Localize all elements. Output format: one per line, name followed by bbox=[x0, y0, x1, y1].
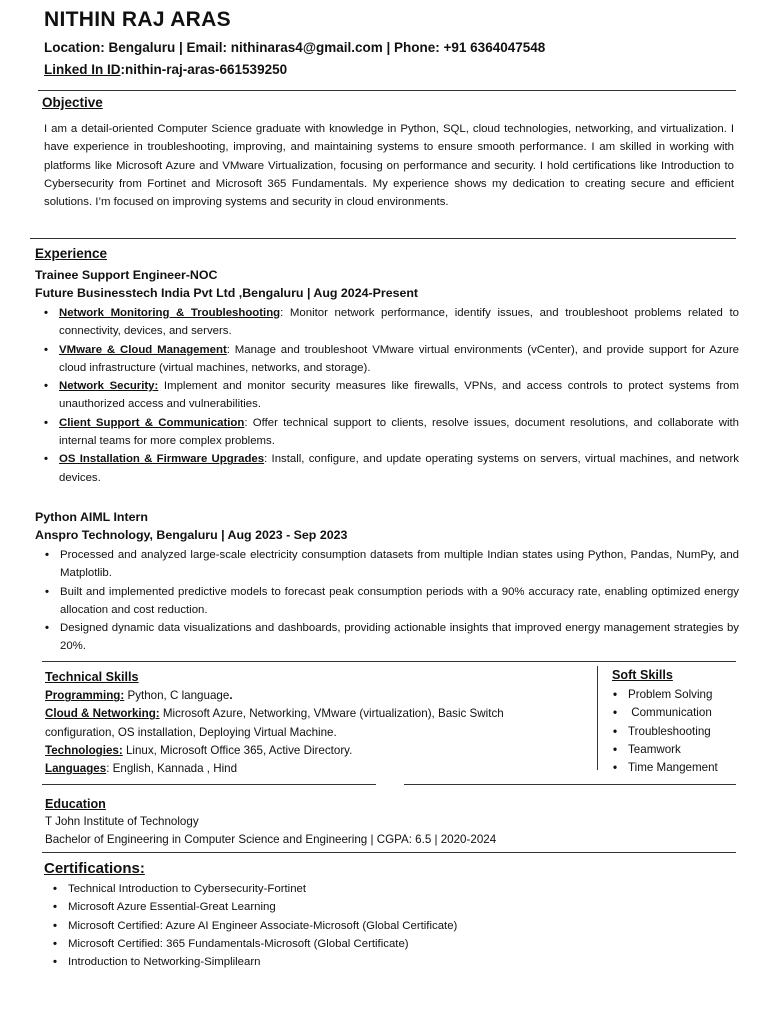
list-item bbox=[59, 377, 739, 414]
contact-line: Location: Bengaluru | Email: nithinaras4@gmail.com | Phone: +91 6364047548 bbox=[44, 40, 546, 55]
divider bbox=[42, 852, 736, 853]
list-item: • Teamwork bbox=[612, 741, 752, 759]
job-1-bullets bbox=[59, 304, 739, 487]
list-item: • Introduction to Networking-Simplilearn bbox=[68, 953, 728, 971]
skill-label: Languages bbox=[45, 762, 107, 776]
skill-end: . bbox=[229, 689, 233, 703]
technical-skills-heading: Technical Skills bbox=[45, 670, 139, 684]
list-item: • Processed and analyzed large-scale electricity consumption datasets from multiple Indian states using Python, Pandas, NumPy, and Matplotlib. bbox=[60, 546, 739, 583]
divider bbox=[42, 784, 376, 785]
bullet-sep: : bbox=[280, 307, 284, 319]
skill-label: Technologies: bbox=[45, 743, 123, 757]
job-company: Future Businesstech India Pvt Ltd ,Bengaluru | Aug 2024-Present bbox=[35, 286, 419, 300]
bullet-text: Install, configure, and update operating systems on servers, virtual machines, and network devices. bbox=[59, 453, 739, 484]
job-2-bullets bbox=[60, 546, 739, 656]
certifications-heading: Certifications: bbox=[44, 860, 145, 877]
skill-value: : English, Kannada , Hind bbox=[106, 762, 238, 776]
bullet-text: Offer technical support to clients, resolve issues, document resolutions, and collaborate with internal teams for more complex problems. bbox=[59, 416, 739, 448]
bullet-sep: : bbox=[244, 416, 248, 429]
job-role: Python AIML Intern bbox=[35, 510, 148, 524]
list-item bbox=[59, 304, 739, 341]
job-company: Anspro Technology, Bengaluru | Aug 2023 - Sep 2023 bbox=[35, 528, 348, 542]
list-item: • Troubleshooting bbox=[612, 723, 752, 741]
skill-value: Linux, Microsoft Office 365, Active Directory. bbox=[122, 743, 353, 757]
divider bbox=[404, 784, 736, 785]
skill-cloud bbox=[45, 705, 575, 741]
soft-skills-heading: Soft Skills bbox=[612, 668, 673, 682]
list-item: • Problem Solving bbox=[612, 686, 752, 704]
skill-label: Cloud & Networking: bbox=[45, 707, 160, 721]
school-name: T John Institute of Technology bbox=[45, 815, 199, 829]
degree-line: Bachelor of Engineering in Computer Science and Engineering | CGPA: 6.5 | 2020-2024 bbox=[45, 833, 497, 847]
list-item: • Microsoft Azure Essential-Great Learning bbox=[68, 898, 728, 916]
list-item bbox=[59, 341, 739, 378]
list-item bbox=[59, 414, 739, 451]
experience-heading: Experience bbox=[35, 246, 108, 261]
linkedin-id: :nithin-raj-aras-661539250 bbox=[120, 62, 288, 77]
job-1 bbox=[35, 268, 418, 300]
skill-technologies bbox=[45, 742, 575, 760]
bullet-label: OS Installation & Firmware Upgrades bbox=[59, 453, 265, 466]
bullet-text: Manage and troubleshoot VMware virtual environments (vCenter), and provide support for Azure cloud infrastructure (virtual machines, networks, and storage). bbox=[59, 343, 739, 374]
education bbox=[45, 795, 496, 850]
bullet-text: Implement and monitor security measures like firewalls, VPNs, and access controls to protect systems from unauthorized access and vulnerabilities. bbox=[59, 380, 739, 411]
candidate-name: NITHIN RAJ ARAS bbox=[44, 8, 231, 31]
technical-skills bbox=[45, 668, 575, 778]
list-item: • Microsoft Certified: Azure AI Engineer Associate-Microsoft (Global Certificate) bbox=[68, 917, 728, 935]
list-item bbox=[59, 450, 739, 487]
bullet-text: Monitor network performance, identify issues, and troubleshoot problems related to connectivity, devices, and servers. bbox=[59, 307, 739, 338]
divider bbox=[38, 90, 736, 91]
job-role: Trainee Support Engineer-NOC bbox=[35, 268, 218, 282]
list-item: • Designed dynamic data visualizations and dashboards, providing actionable insights that improved energy management strategies by 20%. bbox=[60, 619, 739, 656]
list-item: • Technical Introduction to Cybersecurity-Fortinet bbox=[68, 880, 728, 898]
bullet-sep: : bbox=[226, 343, 230, 356]
skill-programming bbox=[45, 687, 575, 705]
skill-languages bbox=[45, 760, 575, 778]
soft-skills bbox=[612, 668, 752, 777]
bullet-label: Network Security: bbox=[59, 380, 159, 393]
column-divider bbox=[597, 666, 598, 770]
skill-value: Microsoft Azure, Networking, VMware (virtualization), Basic Switch configuration, OS installation, Deploying Virtual Machine. bbox=[45, 707, 504, 739]
bullet-label: Client Support & Communication bbox=[59, 416, 245, 429]
bullet-label: VMware & Cloud Management bbox=[59, 343, 227, 356]
job-2 bbox=[35, 510, 347, 542]
list-item: • Communication bbox=[612, 704, 752, 722]
list-item: • Microsoft Certified: 365 Fundamentals-Microsoft (Global Certificate) bbox=[68, 935, 728, 953]
objective-heading: Objective bbox=[42, 95, 103, 110]
skill-label: Programming: bbox=[45, 689, 125, 703]
bullet-sep: : bbox=[264, 453, 268, 466]
certifications-list bbox=[68, 880, 728, 971]
objective-text: I am a detail-oriented Computer Science graduate with knowledge in Python, SQL, cloud technologies, networking, and virtualization. I have experience in troubleshooting, improving, and maintaining systems to ensure smooth performance. I am skilled in working with platforms like Microsoft Azure and VMware Virtualization, focusing on performance and security. I hold certifications like Introduction to Cybersecurity from Fortinet and Microsoft 365 Fundamentals. My experience shows my dedication to creating secure and efficient solutions. I’m focused on improving systems and security in cloud environments. bbox=[44, 123, 734, 209]
linkedin-label: Linked In ID bbox=[44, 62, 121, 77]
divider bbox=[42, 661, 736, 662]
list-item: • Time Mangement bbox=[612, 759, 752, 777]
divider bbox=[30, 238, 736, 239]
skill-value: Python, C language bbox=[124, 689, 230, 703]
list-item: • Built and implemented predictive models to forecast peak consumption periods with a 90% accuracy rate, enabling optimized energy allocation and cost reduction. bbox=[60, 583, 739, 620]
linkedin-line bbox=[44, 62, 287, 77]
education-heading: Education bbox=[45, 797, 106, 811]
bullet-label: Network Monitoring & Troubleshooting bbox=[59, 307, 281, 319]
